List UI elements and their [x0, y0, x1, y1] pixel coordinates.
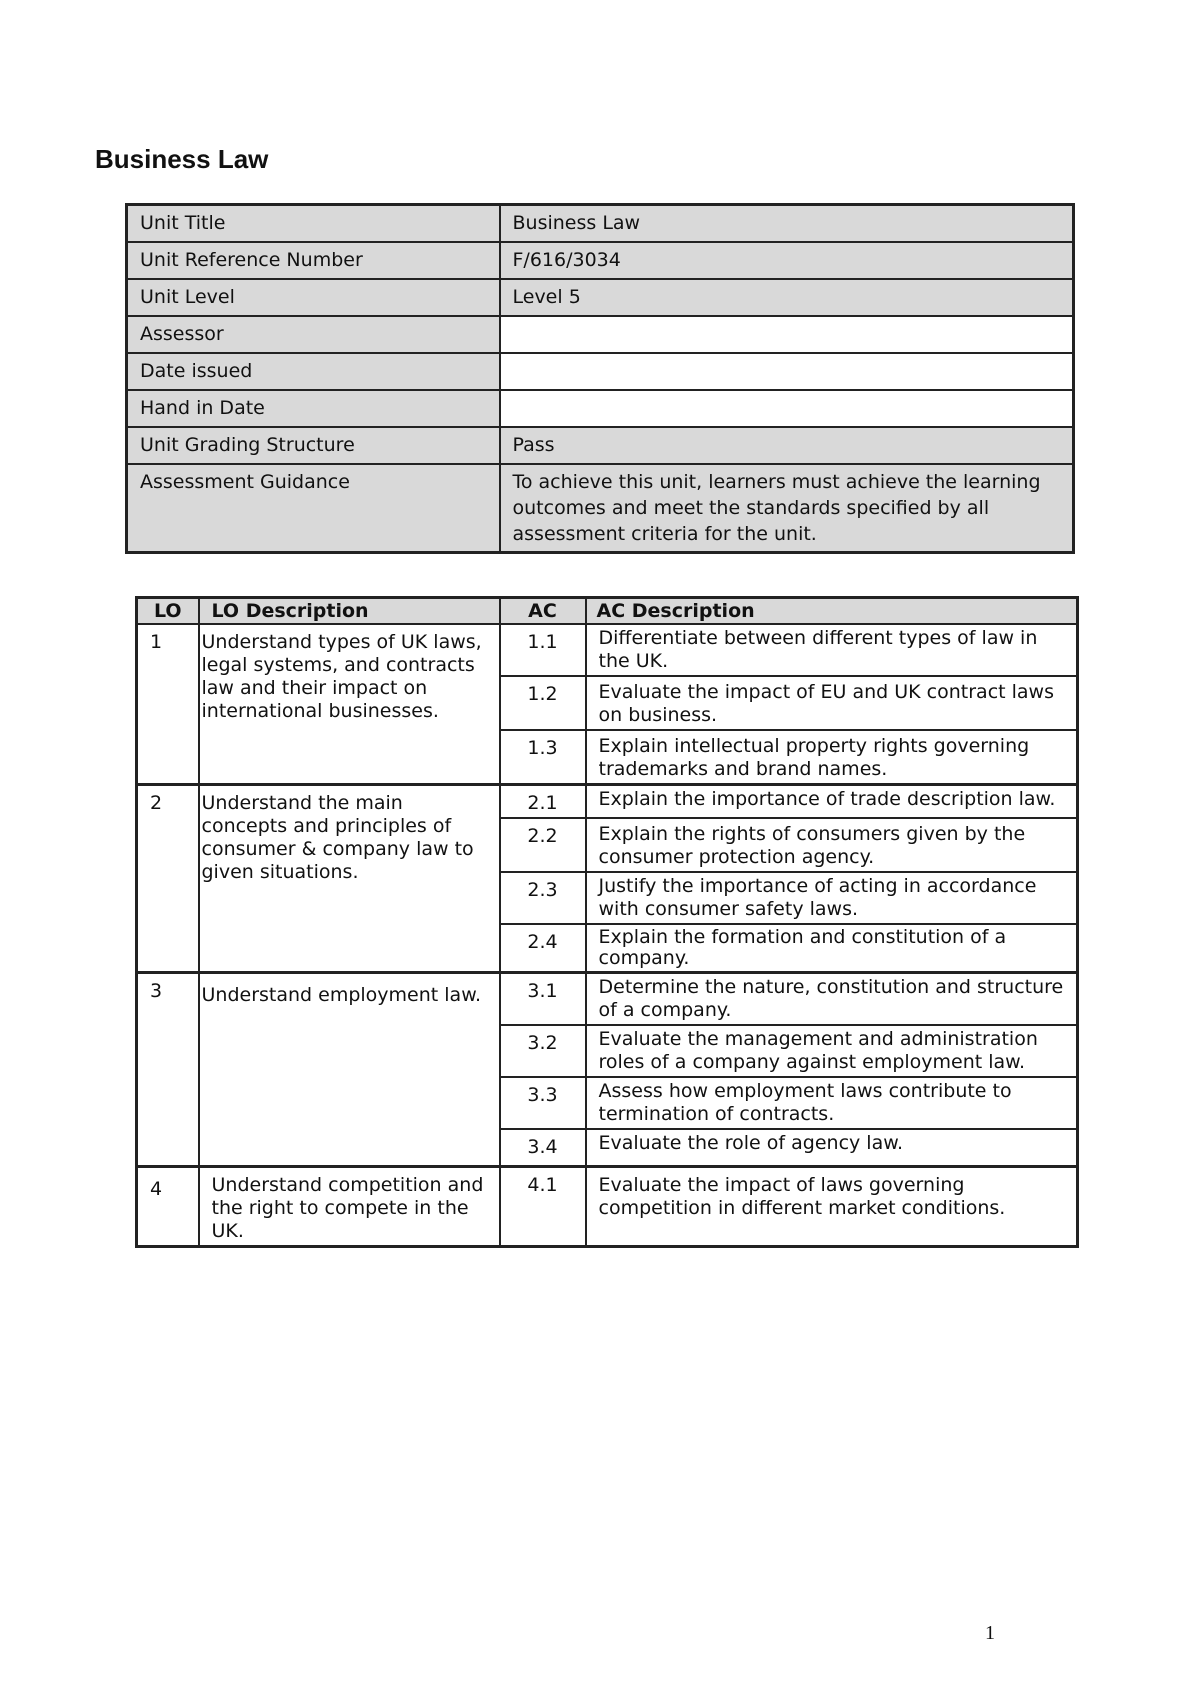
ac-description: Differentiate between different types of law in the UK.	[586, 624, 1078, 676]
lo-description: Understand types of UK laws, legal systems, and contracts law and their impact on international businesses.	[199, 624, 500, 785]
unit-label: Date issued	[127, 353, 500, 390]
table-row	[137, 785, 1078, 819]
ac-description: Justify the importance of acting in accordance with consumer safety laws.	[586, 872, 1078, 924]
lo-number: 4	[137, 1167, 199, 1247]
unit-label: Assessor	[127, 316, 500, 353]
lo-number: 3	[137, 973, 199, 1167]
ac-description: Determine the nature, constitution and structure of a company.	[586, 973, 1078, 1026]
unit-value: F/616/3034	[500, 242, 1074, 279]
lo-number: 2	[137, 785, 199, 973]
ac-number: 2.4	[500, 924, 586, 973]
ac-description: Evaluate the impact of laws governing competition in different market conditions.	[586, 1167, 1078, 1247]
page-title: Business Law	[95, 144, 269, 174]
unit-value: Pass	[500, 427, 1074, 464]
unit-row-level	[127, 279, 1074, 316]
unit-value: To achieve this unit, learners must achieve the learning outcomes and meet the standards specified by all assessment criteria for the unit.	[500, 464, 1074, 553]
ac-number: 1.1	[500, 624, 586, 676]
table-row	[137, 973, 1078, 1026]
ac-number: 2.3	[500, 872, 586, 924]
unit-row-grading	[127, 427, 1074, 464]
unit-value	[500, 390, 1074, 427]
header-lo: LO	[137, 598, 199, 625]
ac-number: 2.2	[500, 818, 586, 872]
header-ac: AC	[500, 598, 586, 625]
unit-row-date-issued	[127, 353, 1074, 390]
ac-number: 4.1	[500, 1167, 586, 1247]
ac-description: Evaluate the impact of EU and UK contract laws on business.	[586, 676, 1078, 730]
ac-description: Explain the rights of consumers given by the consumer protection agency.	[586, 818, 1078, 872]
unit-value	[500, 316, 1074, 353]
unit-label: Assessment Guidance	[127, 464, 500, 553]
unit-row-hand-in-date	[127, 390, 1074, 427]
unit-info-table	[125, 203, 1075, 554]
ac-description: Explain the importance of trade description law.	[586, 785, 1078, 819]
learning-outcomes-table	[135, 596, 1079, 1248]
unit-label: Unit Level	[127, 279, 500, 316]
lo-description: Understand the main concepts and principles of consumer & company law to given situations.	[199, 785, 500, 973]
ac-description: Assess how employment laws contribute to termination of contracts.	[586, 1077, 1078, 1129]
ac-number: 2.1	[500, 785, 586, 819]
ac-description: Evaluate the role of agency law.	[586, 1129, 1078, 1167]
ac-number: 3.4	[500, 1129, 586, 1167]
header-ac-description: AC Description	[586, 598, 1078, 625]
lo-number: 1	[137, 624, 199, 785]
lo-description: Understand competition and the right to compete in the UK.	[199, 1167, 500, 1247]
ac-number: 3.3	[500, 1077, 586, 1129]
unit-label: Unit Grading Structure	[127, 427, 500, 464]
unit-row-reference	[127, 242, 1074, 279]
unit-value: Level 5	[500, 279, 1074, 316]
ac-description: Explain the formation and constitution of a company.	[586, 924, 1078, 973]
lo-table-header	[137, 598, 1078, 625]
unit-value	[500, 353, 1074, 390]
ac-number: 3.2	[500, 1025, 586, 1077]
header-lo-description: LO Description	[199, 598, 500, 625]
unit-row-title	[127, 205, 1074, 243]
lo-description: Understand employment law.	[199, 973, 500, 1167]
unit-label: Unit Reference Number	[127, 242, 500, 279]
unit-label: Unit Title	[127, 205, 500, 243]
page-number: 1	[985, 1622, 995, 1644]
ac-description: Explain intellectual property rights governing trademarks and brand names.	[586, 730, 1078, 785]
table-row	[137, 624, 1078, 676]
unit-row-assessor	[127, 316, 1074, 353]
ac-number: 1.3	[500, 730, 586, 785]
table-row	[137, 1167, 1078, 1247]
unit-value: Business Law	[500, 205, 1074, 243]
ac-number: 3.1	[500, 973, 586, 1026]
unit-label: Hand in Date	[127, 390, 500, 427]
ac-number: 1.2	[500, 676, 586, 730]
unit-row-guidance	[127, 464, 1074, 553]
ac-description: Evaluate the management and administration roles of a company against employment law.	[586, 1025, 1078, 1077]
